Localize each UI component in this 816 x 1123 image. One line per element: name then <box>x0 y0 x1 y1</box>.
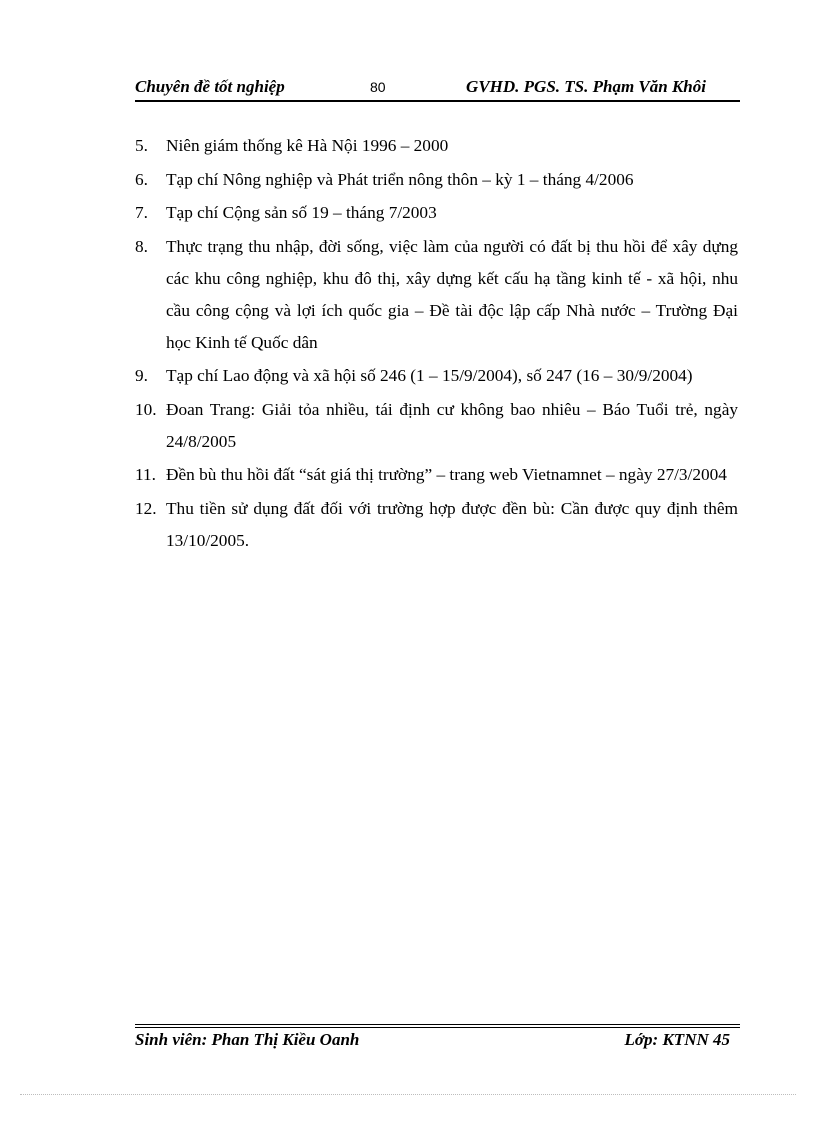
reference-number: 7. <box>135 203 148 222</box>
reference-text: Niên giám thống kê Hà Nội 1996 – 2000 <box>166 136 449 155</box>
reference-text: Tạp chí Nông nghiệp và Phát triển nông thôn – kỳ 1 – tháng 4/2006 <box>166 169 634 189</box>
document-type-title: Chuyên đề tốt nghiệp <box>135 77 285 96</box>
reference-item <box>135 197 738 229</box>
reference-list <box>135 130 738 558</box>
footer-divider <box>135 1027 740 1028</box>
reference-number: 8. <box>135 236 148 256</box>
reference-number: 9. <box>135 366 148 385</box>
reference-item <box>135 493 738 557</box>
reference-number: 5. <box>135 136 148 155</box>
page-number: 80 <box>370 79 386 95</box>
page-footer <box>135 1021 740 1051</box>
class-name: Lớp: KTNN 45 <box>624 1030 730 1049</box>
reference-text: Thu tiền sử dụng đất đối với trường hợp được đền bù: Cần được quy định thêm 13/10/2005. <box>166 498 738 550</box>
reference-item <box>135 459 738 491</box>
footer-divider <box>135 1024 740 1025</box>
student-name: Sinh viên: Phan Thị Kiều Oanh <box>135 1030 360 1049</box>
reference-text: Tạp chí Lao động và xã hội số 246 (1 – 15/9/2004), số 247 (16 – 30/9/2004) <box>166 366 693 385</box>
reference-text: Đoan Trang: Giải tỏa nhiều, tái định cư không bao nhiêu – Báo Tuổi trẻ, ngày 24/8/2005 <box>166 399 738 451</box>
reference-text: Đền bù thu hồi đất “sát giá thị trường” – trang web Vietnamnet – ngày 27/3/2004 <box>166 465 727 484</box>
reference-text: Tạp chí Cộng sản số 19 – tháng 7/2003 <box>166 203 437 222</box>
page-edge-divider <box>20 1094 796 1095</box>
reference-item <box>135 130 738 162</box>
reference-item <box>135 394 738 458</box>
reference-item <box>135 360 738 392</box>
reference-number: 6. <box>135 169 148 189</box>
reference-number: 12. <box>135 498 157 518</box>
reference-item <box>135 164 738 196</box>
supervisor-name: GVHD. PGS. TS. Phạm Văn Khôi <box>466 77 706 96</box>
reference-item <box>135 231 738 359</box>
page-header <box>135 76 740 102</box>
reference-number: 11. <box>135 465 156 484</box>
reference-text: Thực trạng thu nhập, đời sống, việc làm của người có đất bị thu hồi để xây dựng các khu công nghiệp, khu đô thị, xây dựng kết cấu hạ tầng kinh tế - xã hội, nhu cầu công cộng và lợi ích quốc gia – Đề tài độc lập cấp Nhà nước – Trường Đại học Kinh tế Quốc dân <box>166 236 738 352</box>
reference-number: 10. <box>135 399 157 419</box>
